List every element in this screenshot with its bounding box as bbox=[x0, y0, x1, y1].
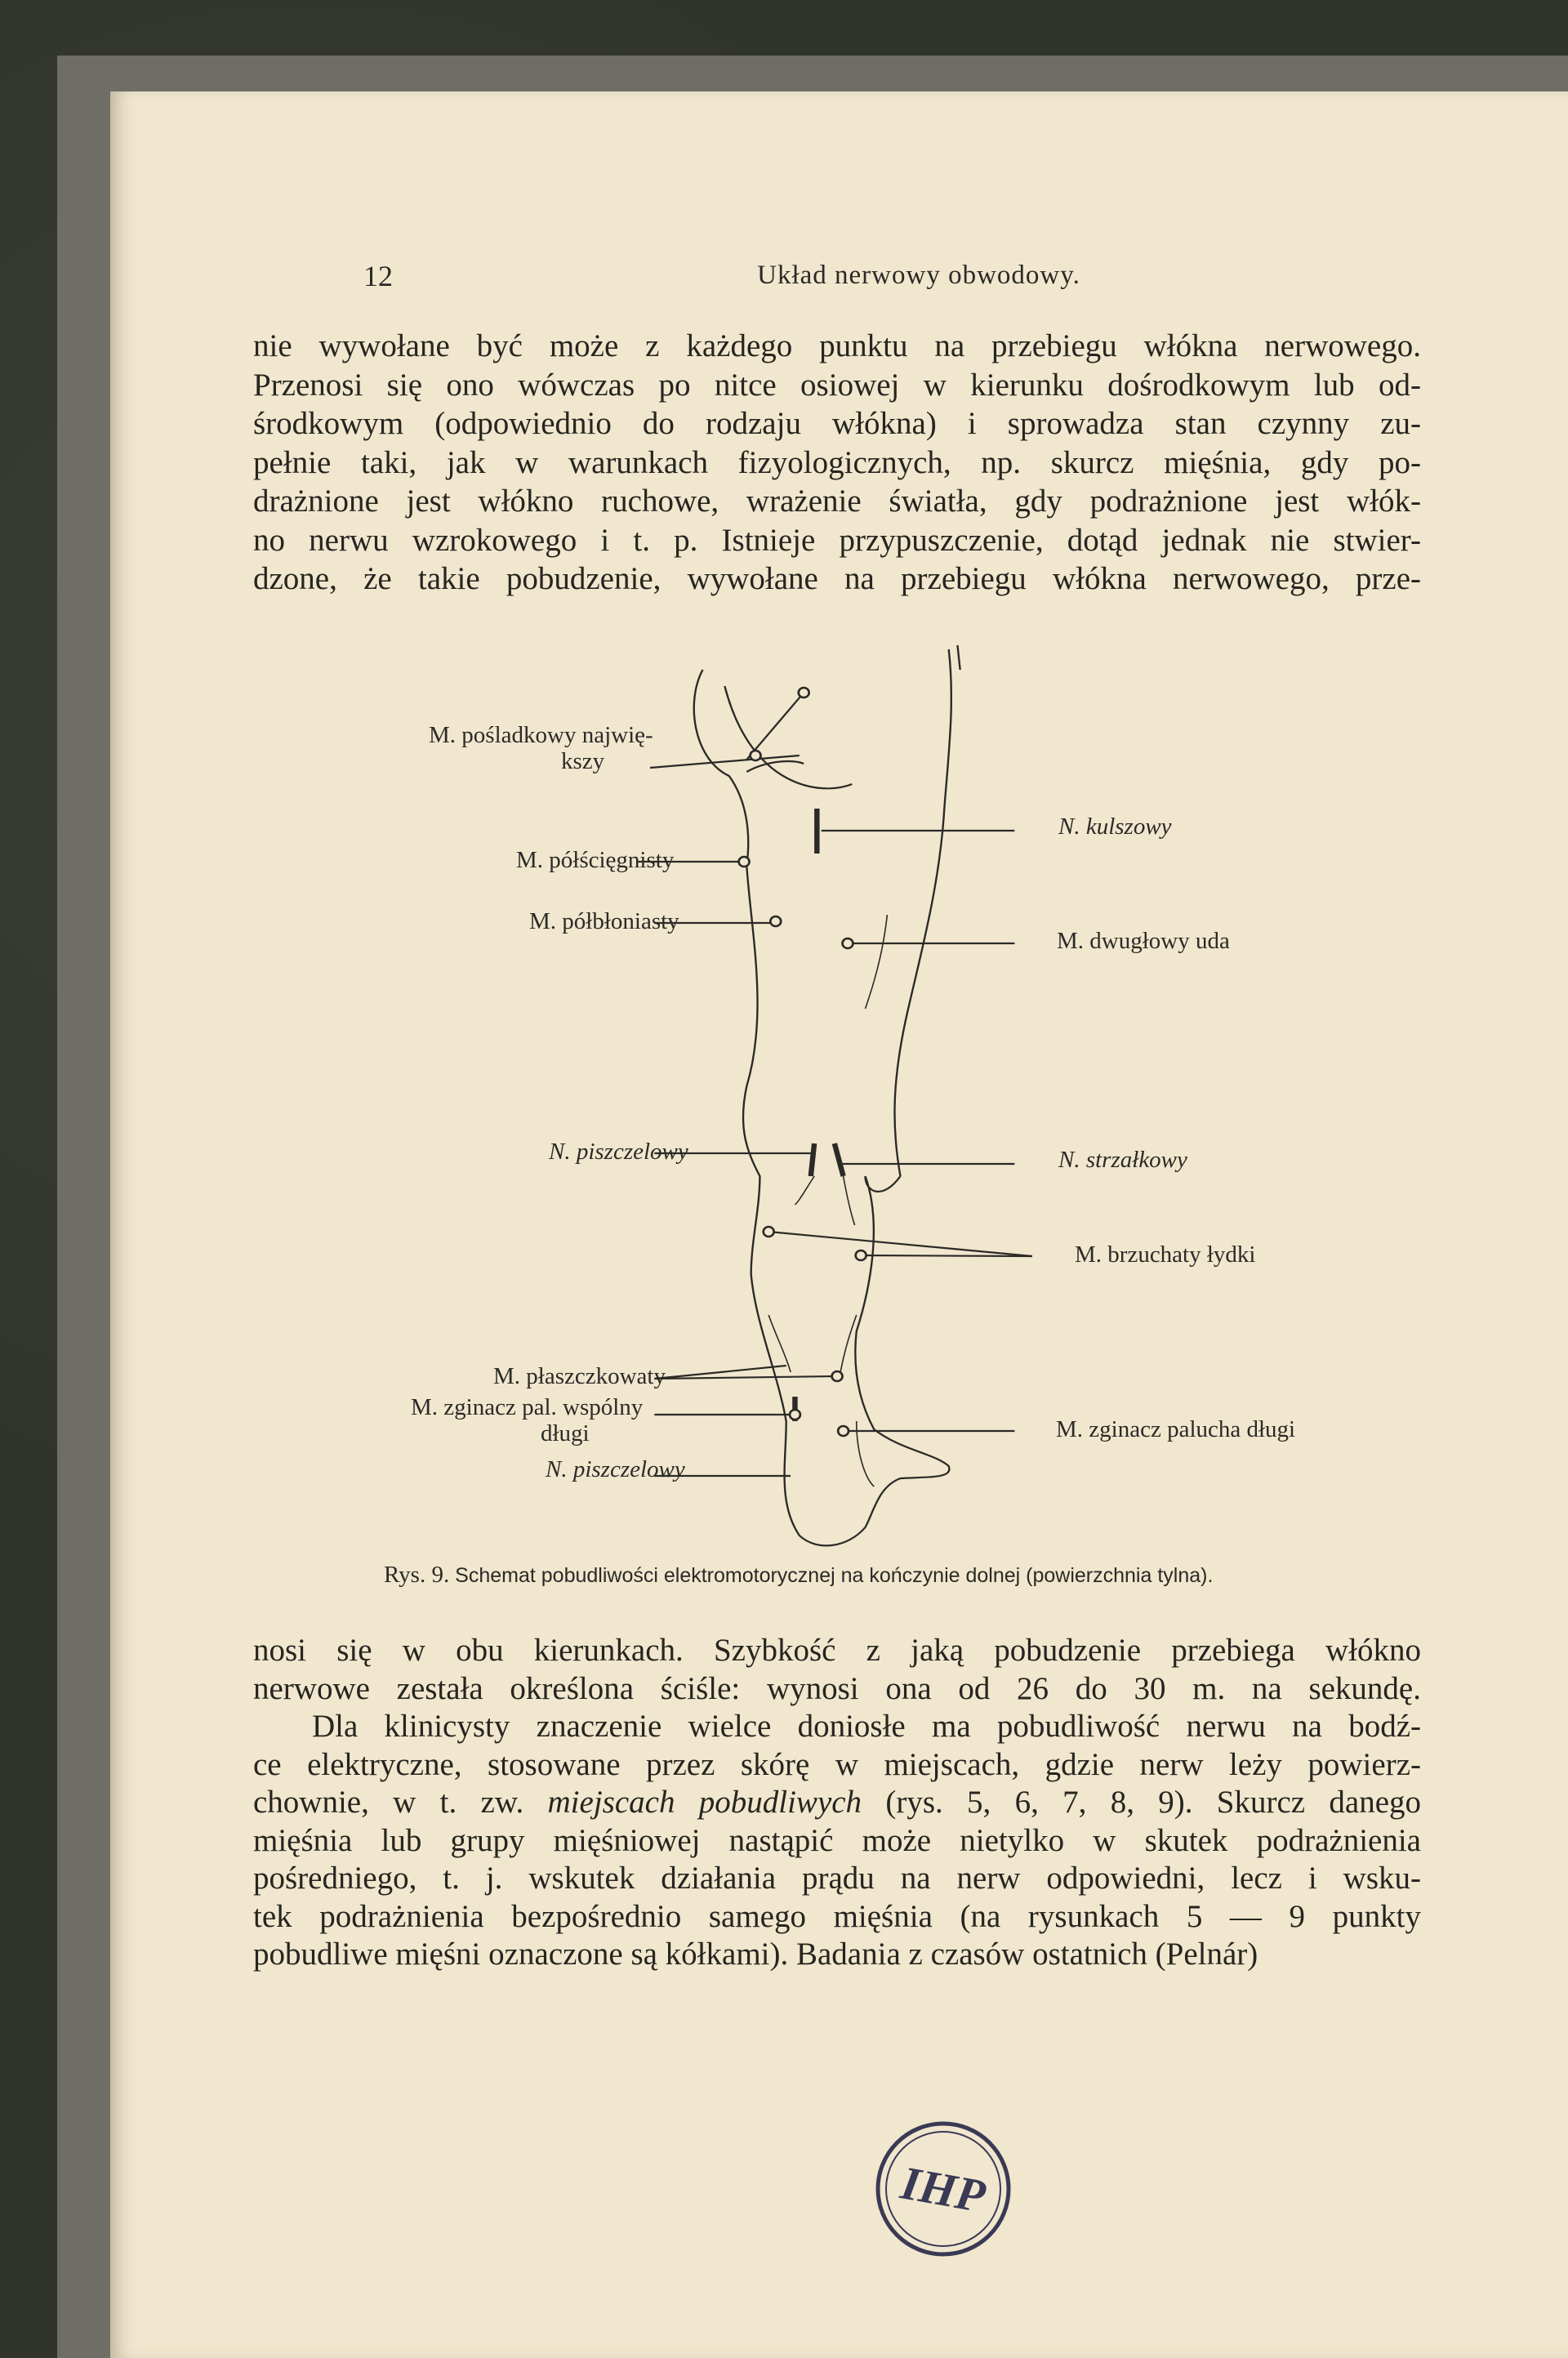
page-number: 12 bbox=[363, 260, 393, 292]
label-soleus: M. płaszczkowaty bbox=[493, 1363, 666, 1389]
label-semimembranosus: M. półbłoniasty bbox=[529, 908, 679, 934]
figure-caption bbox=[384, 1562, 1396, 1589]
label-peroneal-nerve: N. strzałkowy bbox=[1058, 1147, 1187, 1173]
running-title: Układ nerwowy obwodowy. bbox=[757, 261, 1080, 290]
text-line: nie wywołane być może z każdego punktu na przebiegu włókna nerwowego. bbox=[253, 328, 1421, 363]
label-tibial-nerve-lower: N. piszczelowy bbox=[546, 1456, 685, 1482]
text-line: pełnie taki, jak w warunkach fizyologicznych, np. skurcz mięśnia, gdy po- bbox=[253, 444, 1421, 480]
text-line: mięśnia lub grupy mięśniowej nastąpić może nietylko w skutek podrażnienia bbox=[253, 1822, 1421, 1858]
label-flexor-digitorum-longus: M. zginacz pal. wspólny bbox=[411, 1394, 644, 1420]
text-line: Dla klinicysty znaczenie wielce doniosłe ma pobudliwość nerwu na bodź- bbox=[312, 1709, 1421, 1744]
label-flexor-hallucis-longus: M. zginacz palucha długi bbox=[1056, 1416, 1296, 1442]
text-line: dzone, że takie pobudzenie, wywołane na przebiegu włókna nerwowego, prze- bbox=[253, 561, 1421, 596]
text-line: środkowym (odpowiednio do rodzaju włókna) i sprowadza stan czynny zu- bbox=[253, 406, 1421, 441]
label-semitendinosus: M. półścięgnisty bbox=[516, 847, 675, 873]
text-line: no nerwu wzrokowego i t. p. Istnieje przypuszczenie, dotąd jednak nie stwier- bbox=[253, 522, 1421, 558]
text-line: ce elektryczne, stosowane przez skórę w miejscach, gdzie nerw leży powierz- bbox=[253, 1746, 1421, 1782]
stamp-text: IHP bbox=[897, 2155, 990, 2223]
text-line bbox=[253, 1784, 1421, 1822]
label-gluteus-maximus: M. pośladkowy najwię- bbox=[429, 722, 653, 748]
text-run: chownie, w t. zw. bbox=[253, 1785, 548, 1820]
label-biceps-femoris: M. dwugłowy uda bbox=[1057, 928, 1230, 954]
caption-prefix: Rys. 9. bbox=[384, 1562, 450, 1588]
text-line: drażnione jest włókno ruchowe, wrażenie światła, gdy podrażnione jest włók- bbox=[253, 484, 1421, 519]
label-gluteus-maximus-cont: kszy bbox=[561, 748, 605, 774]
top-paragraph bbox=[253, 327, 1421, 599]
caption-text: Schemat pobudliwości elektromotorycznej na kończynie dolnej (powierzchnia tylna). bbox=[455, 1564, 1214, 1587]
label-flexor-digitorum-longus-cont: długi bbox=[541, 1420, 590, 1446]
text-line: pośredniego, t. j. wskutek działania prądu na nerw odpowiedni, lecz i wsku- bbox=[253, 1861, 1421, 1896]
bottom-paragraph bbox=[253, 1632, 1421, 1974]
text-line: nosi się w obu kierunkach. Szybkość z jaką pobudzenie przebiega włókno bbox=[253, 1633, 1421, 1668]
library-stamp bbox=[870, 2115, 1017, 2262]
text-line: tek podrażnienia bezpośrednio samego mięśnia (na rysunkach 5 — 9 punkty bbox=[253, 1898, 1421, 1934]
label-gastrocnemius: M. brzuchaty łydki bbox=[1075, 1241, 1256, 1268]
label-sciatic-nerve: N. kulszowy bbox=[1058, 813, 1172, 840]
page-header bbox=[363, 259, 1531, 308]
text-line: Przenosi się ono wówczas po nitce osiowej w kierunku dośrodkowym lub od- bbox=[253, 367, 1421, 403]
text-line: pobudliwe mięśni oznaczone są kółkami). Badania z czasów ostatnich (Pelnár) bbox=[253, 1937, 1258, 1972]
text-run: (rys. 5, 6, 7, 8, 9). Skurcz danego bbox=[862, 1785, 1422, 1820]
italic-term: miejscach pobudliwych bbox=[547, 1785, 862, 1820]
text-line: nerwowe zestała określona ściśle: wynosi ona od 26 do 30 m. na sekundę. bbox=[253, 1670, 1421, 1706]
label-tibial-nerve: N. piszczelowy bbox=[549, 1139, 688, 1165]
